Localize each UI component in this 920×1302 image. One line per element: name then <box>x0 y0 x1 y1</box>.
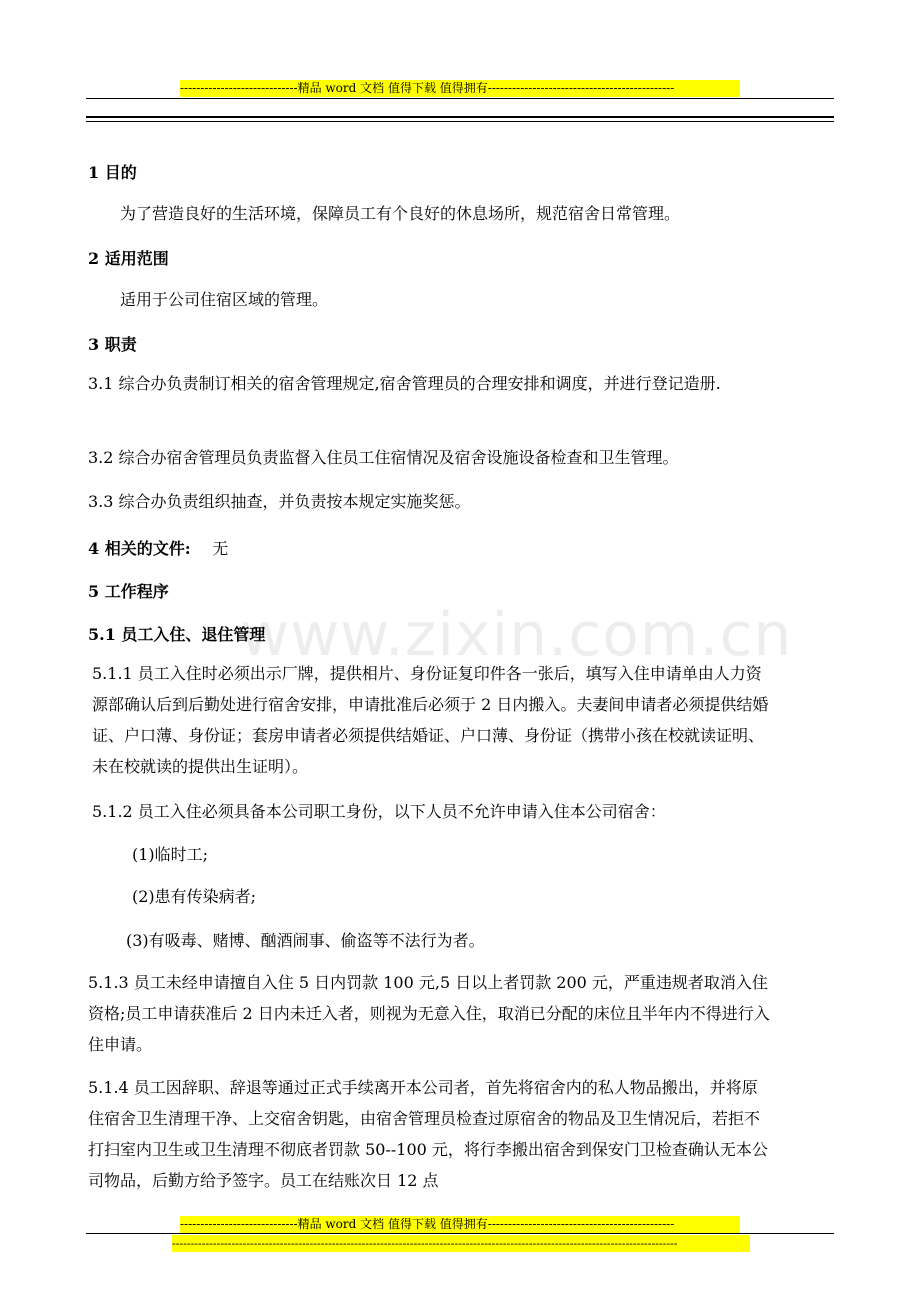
section-3-2: 3.2 综合办宿舍管理员负责监督入住员工住宿情况及宿舍设施设备检查和卫生管理。 <box>88 448 679 467</box>
section-3-3: 3.3 综合办负责组织抽查，并负责按本规定实施奖惩。 <box>88 492 471 511</box>
section-5-1-4: 5.1.4 员工因辞职、辞退等通过正式手续离开本公司者，首先将宿舍内的私人物品搬出，并将原住宿舍卫生清理干净、上交宿舍钥匙，由宿舍管理员检查过原宿舍的物品及卫生情况后，若拒不打扫室内卫生或卫生清理不彻底者罚款 50--100 元，将行李搬出宿舍到保安门卫检查确认无本公司物品，后勤方给予签字。员工在结账次日 12 点 <box>88 1078 768 1190</box>
header-rule-thin <box>86 98 834 99</box>
section-1-text: 为了营造良好的生活环境，保障员工有个良好的休息场所，规范宿舍日常管理。 <box>120 204 681 223</box>
section-5-1-2-item-3: (3)有吸毒、赌博、酗酒闹事、偷盗等不法行为者。 <box>126 931 485 950</box>
header-rule-thick-1 <box>86 116 834 118</box>
section-4-heading <box>88 536 228 559</box>
footer-banner-1: -----------------------------精品 word 文档 值得下载 值得拥有---------------------------------------------- <box>180 1216 740 1233</box>
section-5-1-heading: 5.1 员工入住、退住管理 <box>88 625 266 644</box>
section-2-heading: 2 适用范围 <box>88 249 169 268</box>
section-5-1-2: 5.1.2 员工入住必须具备本公司职工身份，以下人员不允许申请入住本公司宿舍： <box>92 802 666 821</box>
section-4-label: 4 相关的文件: <box>88 539 191 558</box>
header-banner: -----------------------------精品 word 文档 值得下载 值得拥有---------------------------------------------- <box>180 80 740 97</box>
section-5-1-2-item-1: (1)临时工; <box>132 845 209 864</box>
footer-banner-2: ---------------------------------------------------------------------------------------------------------------------------------------- <box>172 1235 750 1252</box>
watermark: www.zixin.com.cn <box>240 600 793 670</box>
section-5-1-2-item-2: (2)患有传染病者; <box>132 887 257 906</box>
footer-rule <box>86 1233 834 1234</box>
section-5-1-3: 5.1.3 员工未经申请擅自入住 5 日内罚款 100 元,5 日以上者罚款 200 元，严重违规者取消入住资格;员工申请获准后 2 日内未迁入者，则视为无意入住，取消已分配的床位且半年内不得进行入住申请。 <box>88 973 770 1054</box>
section-5-heading: 5 工作程序 <box>88 582 169 601</box>
section-1-heading: 1 目的 <box>88 163 137 182</box>
section-2-text: 适用于公司住宿区域的管理。 <box>120 290 329 309</box>
section-3-heading: 3 职责 <box>88 335 137 354</box>
header-rule-thick-2 <box>86 121 834 122</box>
section-4-value: 无 <box>212 539 229 558</box>
section-3-1: 3.1 综合办负责制订相关的宿舍管理规定,宿舍管理员的合理安排和调度，并进行登记造册. <box>88 374 721 393</box>
section-5-1-1: 5.1.1 员工入住时必须出示厂牌，提供相片、身份证复印件各一张后，填写入住申请单由人力资源部确认后到后勤处进行宿舍安排，申请批准后必须于 2 日内搬入。夫妻间申请者必须提供结婚证、户口薄、身份证；套房申请者必须提供结婚证、户口薄、身份证（携带小孩在校就读证明、未在校就读的提供出生证明）。 <box>92 664 769 776</box>
